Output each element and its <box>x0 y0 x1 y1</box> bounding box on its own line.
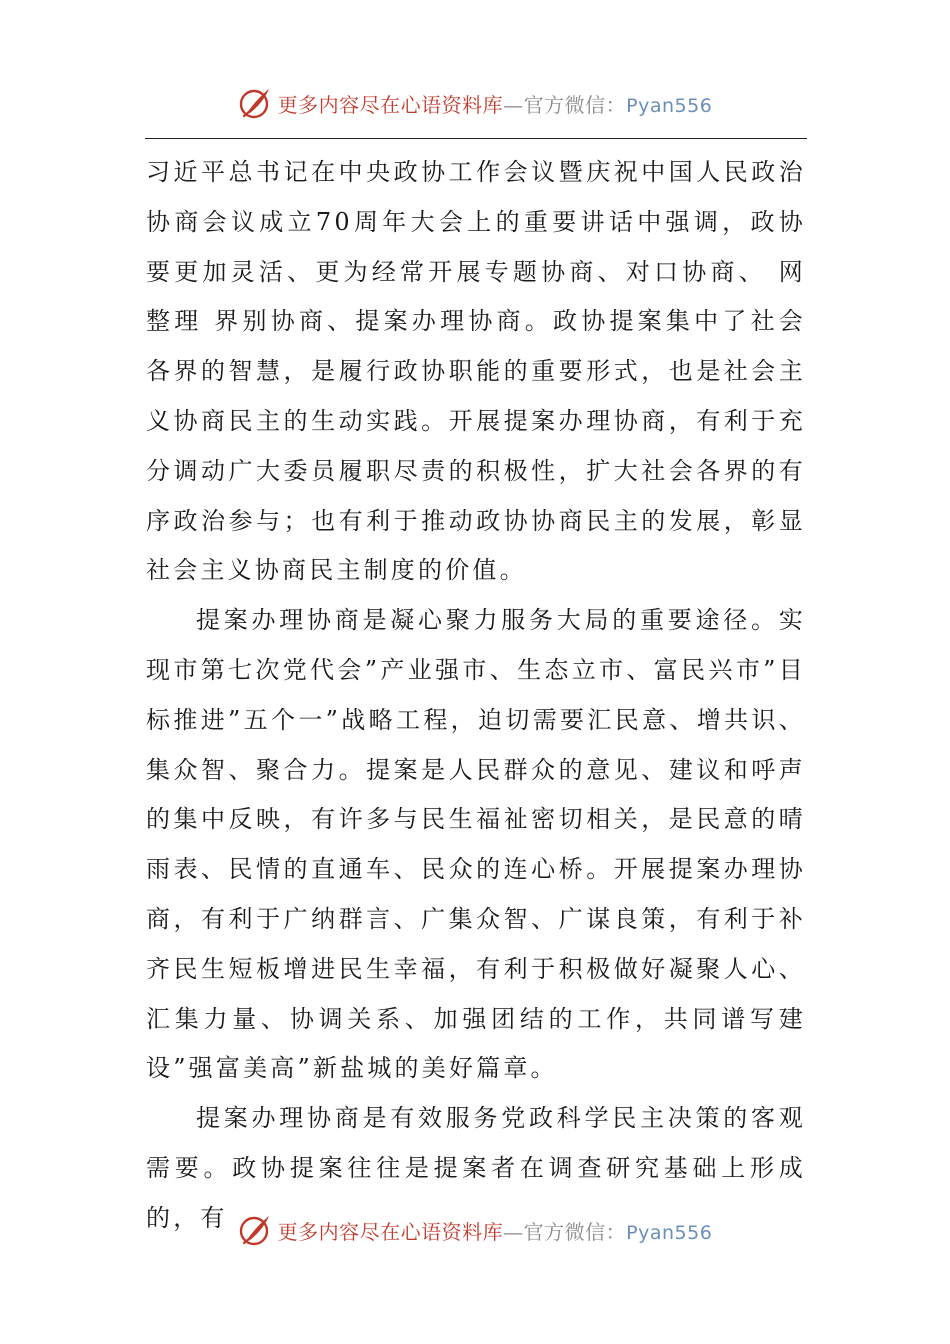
quill-pen-logo-icon <box>238 86 272 120</box>
paragraph-2: 提案办理协商是凝心聚力服务大局的重要途径。实现市第七次党代会”产业强市、生态立市、富民兴市”目标推进”五个一”战略工程，迫切需要汇民意、增共识、集众智、聚合力。提案是人民群众的意见、建议和呼声的集中反映，有许多与民生福祉密切相关，是民意的晴雨表、民情的直通车、民众的连心桥。开展提案办理协商，有利于广纳群言、广集众智、广谋良策，有利于补齐民生短板增进民生幸福，有利于积极做好凝聚人心、汇集力量、协调关系、加强团结的工作，共同谱写建设”强富美高”新盐城的美好篇章。 <box>146 606 806 1083</box>
header-banner <box>0 78 950 128</box>
document-body <box>146 148 806 1244</box>
footer-banner-text <box>278 1216 713 1245</box>
footer-banner-main: 更多内容尽在心语资料库 <box>277 1219 504 1244</box>
header-divider <box>145 138 807 139</box>
footer-banner-handle: Pyan556 <box>626 1221 713 1244</box>
header-banner-separator: — <box>503 92 524 117</box>
header-banner-text <box>278 89 713 118</box>
footer-banner <box>0 1205 950 1255</box>
paragraph-3: 提案办理协商是有效服务党政科学民主决策的客观需要。政协提案往往是提案者在调查研究基础上形成的，有 <box>146 1104 806 1232</box>
header-banner-wechat-label: 官方微信： <box>523 92 627 117</box>
paragraph-1: 习近平总书记在中央政协工作会议暨庆祝中国人民政治协商会议成立70周年大会上的重要讲话中强调，政协要更加灵活、更为经常开展专题协商、对口协商、 网整理 界别协商、提案办理协商。政协提案集中了社会各界的智慧，是履行政协职能的重要形式，也是社会主义协商民主的生动实践。开展提案办理协商，有利于充分调动广大委员履职尽责的积极性，扩大社会各界的有序政治参与；也有利于推动政协协商民主的发展，彰显社会主义协商民主制度的价值。 <box>146 158 806 585</box>
footer-banner-separator: — <box>503 1219 524 1244</box>
header-banner-handle: Pyan556 <box>626 94 713 117</box>
quill-pen-logo-icon <box>238 1213 272 1247</box>
footer-banner-wechat-label: 官方微信： <box>523 1219 627 1244</box>
header-banner-main: 更多内容尽在心语资料库 <box>277 92 504 117</box>
